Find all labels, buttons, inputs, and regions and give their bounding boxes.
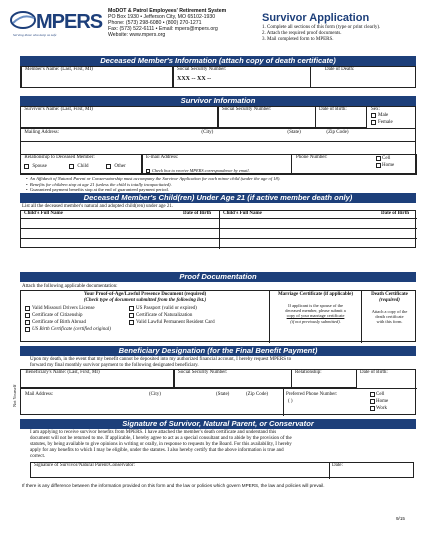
member-ssn-value: XXX -- XX -- (177, 76, 212, 83)
beneficiary-mail-label: Mail Address: (25, 392, 54, 397)
form-revision: 9/15 (396, 516, 405, 521)
death-cert-text: Attach a copy of the death certificate with this form. (371, 309, 408, 325)
phone-label: Phone Number: (296, 155, 328, 160)
doc-label: Valid Missouri Drivers License (32, 305, 95, 311)
note-item: • An Affidavit of Natural Parent or Conservatorship must accompany the Survivor Application for each minor child (under the age of 18). (26, 176, 281, 181)
children-intro: List all the deceased member's natural and adopted child(ren) under age 21. (22, 204, 174, 209)
notes-list (26, 176, 416, 193)
doc-checkbox[interactable] (25, 306, 30, 311)
logo-swoosh-icon (10, 9, 36, 31)
doc-checkbox[interactable] (25, 327, 30, 332)
relationship-label: Relationship to Deceased Member: (24, 155, 95, 160)
deceased-section-bar: Deceased Member's Information (attach copy of death certificate) (20, 56, 416, 66)
beneficiary-ssn-field[interactable] (174, 369, 292, 388)
signature-date-label: Date: (332, 463, 343, 468)
phone-home-label: Home (382, 162, 395, 168)
sex-male-checkbox[interactable] (371, 113, 376, 118)
doc-label: Certificate of Naturalization (136, 312, 193, 318)
beneficiary-mail-field[interactable] (21, 388, 327, 416)
beneficiary-dob-field[interactable] (357, 370, 417, 388)
member-name-label: Member's Name: (Last, First, MI) (25, 67, 93, 73)
marriage-header: Marriage Certificate (if applicable) (277, 292, 354, 297)
org-website: Website: www.mpers.org (108, 32, 166, 39)
beneficiary-work-checkbox[interactable] (370, 406, 375, 411)
signature-section-bar: Signature of Survivor, Natural Parent, or Conservator (20, 419, 416, 429)
instruction-item: 3. Mail completed form to MPERS. (262, 37, 334, 42)
survivor-name-field[interactable] (20, 106, 218, 128)
survivor-ssn-field[interactable] (218, 106, 316, 128)
survivor-section-bar: Survivor Information (20, 96, 416, 106)
beneficiary-section-bar: Beneficiary Designation (for the Final Benefit Payment) (20, 346, 416, 356)
phone-home-checkbox[interactable] (376, 163, 381, 168)
signature-statement: I am applying to receive survivor benefits from MPERS. I have attached the member's death certificate and understand this document will not be returned to me. If applicable, I hereby agree to act as a special consultant and to abide by the provision of the statutes, by being available to give opinions in writing or orally, in response to requests by the Board. For this availability, I hereby apply for any benefits to which I may be eligible, under the statutes. I also hereby certify that the above information is true and correct. (30, 430, 292, 459)
sex-female-label: Female (378, 119, 393, 125)
email-correspondence-checkbox[interactable] (146, 169, 150, 173)
beneficiary-name-field[interactable] (20, 369, 174, 388)
survivor-dob-label: Date of Birth: (319, 107, 347, 113)
survivor-name-label: Survivor's Name: (Last, First, MI) (24, 107, 93, 113)
beneficiary-phone-parens: ( ) (288, 399, 293, 404)
logo (10, 9, 103, 39)
signature-row (30, 462, 414, 478)
doc-label: US Passport (valid or expired) (136, 305, 197, 311)
doc-checkbox[interactable] (25, 320, 30, 325)
beneficiary-state-label: (State) (216, 392, 230, 397)
member-ssn-label: Social Security Number: (177, 67, 227, 73)
note-item: • Benefits for children stop at age 21 (unless the child is totally incapacitated). (26, 181, 172, 187)
beneficiary-work-label: Work (376, 405, 387, 411)
signature-field[interactable] (31, 463, 330, 479)
proof-table (20, 290, 416, 342)
beneficiary-relationship-label: Relationship: (295, 370, 322, 376)
survivor-block (20, 106, 416, 174)
doc-checkbox[interactable] (25, 313, 30, 318)
beneficiary-cell-label: Cell (376, 391, 385, 397)
logo-tagline: Serving those who keep us safe (13, 33, 57, 37)
relationship-other-checkbox[interactable] (106, 164, 111, 169)
doc-checkbox[interactable] (129, 320, 134, 325)
survivor-sex-field (367, 107, 417, 129)
doc-label: Certificate of Citizenship (32, 312, 83, 318)
marriage-text: If applicant is the spouse of the deceased member, please submit a copy of your marriage certificate (if not previously submitted). (285, 303, 346, 324)
signature-label: Signature of Survivor/Natural Parent/Conservator: (34, 463, 135, 468)
death-cert-required: (required) (379, 298, 400, 303)
doc-label: Certificate of Birth Abroad (32, 319, 87, 325)
child-row-input[interactable] (22, 219, 218, 228)
beneficiary-cell-checkbox[interactable] (370, 392, 375, 397)
relationship-spouse-label: Spouse (32, 164, 47, 169)
member-dod-field[interactable] (313, 67, 354, 73)
child-name-header: Child's Full Name (223, 211, 262, 216)
beneficiary-zip-label: (Zip Code) (246, 392, 269, 397)
beneficiary-table (20, 369, 416, 415)
child-dob-header: Date of Birth (183, 211, 212, 216)
child-row-input[interactable] (220, 239, 416, 248)
beneficiary-dob-label: Date of Birth: (360, 370, 388, 375)
survivor-mailing-field[interactable] (20, 128, 416, 142)
org-phone: Phone: (573) 298-6080 • (800) 270-1271 (108, 20, 202, 27)
sex-male-label: Male (378, 112, 389, 118)
survivor-ssn-label: Social Security Number: (222, 107, 272, 113)
survivor-dob-field[interactable] (315, 106, 367, 128)
instructions (262, 25, 380, 43)
doc-label: Valid Lawful Permanent Resident Card (136, 319, 215, 325)
relationship-child-label: Child (77, 164, 89, 169)
child-row-input[interactable] (220, 219, 416, 228)
children-table (20, 210, 416, 248)
beneficiary-text: Upon my death, in the event that my benefit cannot be deposited into my authorized financial account, I hereby request MPERS to forward my final monthly survivor payment to the following designated beneficiary. (30, 357, 292, 368)
mailing-label: Mailing Address: (24, 130, 59, 135)
beneficiary-phone-field[interactable] (283, 388, 417, 416)
zip-label: (Zip Code) (326, 130, 349, 135)
child-dob-header: Date of Birth (381, 211, 410, 216)
form-title: Survivor Application (262, 12, 370, 24)
beneficiary-home-label: Home (376, 398, 389, 404)
email-label: E-mail Address: (146, 155, 179, 160)
state-label: (State) (287, 130, 301, 135)
org-address: PO Box 1930 • Jefferson City, MO 65102-1930 (108, 14, 216, 21)
beneficiary-home-checkbox[interactable] (370, 399, 375, 404)
child-name-header: Child's Full Name (24, 211, 63, 216)
logo-name: MPERS (36, 11, 103, 33)
child-row-input[interactable] (22, 229, 218, 238)
beneficiary-side-label: Not Yourself (12, 384, 17, 407)
phone-cell-checkbox[interactable] (376, 156, 381, 161)
beneficiary-name-label: Beneficiary's Name: (Last, First, MI) (25, 370, 100, 376)
instruction-item: 2. Attach the required proof documents. (262, 31, 342, 36)
proof-age-subheader: (Check type of document submitted from the following list.) (83, 298, 207, 303)
sex-label: Sex: (371, 107, 380, 112)
city-label: (City) (201, 130, 214, 135)
proof-intro: Attach the following applicable documentation: (22, 284, 118, 289)
proof-age-header: Your Proof-of-Age/Lawful Presence Document (required) (83, 292, 207, 297)
note-item: • Guaranteed payment benefits stop at the end of guaranteed payment period. (26, 187, 169, 193)
beneficiary-relationship-field[interactable] (291, 369, 357, 388)
relationship-spouse-checkbox[interactable] (24, 164, 29, 169)
member-name-field[interactable] (21, 66, 173, 88)
child-row-input[interactable] (220, 229, 416, 238)
member-dod-label: Date of Death: (325, 67, 355, 72)
doc-checkbox[interactable] (129, 313, 134, 318)
org-name: MoDOT & Patrol Employees' Retirement System (108, 8, 227, 14)
footer-note: If there is any difference between the information provided on this form and the law or policies which govern MPERS, the law and policies will prevail. (22, 483, 325, 488)
beneficiary-ssn-label: Social Security Number: (178, 370, 228, 376)
phone-cell-label: Cell (382, 155, 391, 161)
relationship-child-checkbox[interactable] (69, 164, 74, 169)
proof-section-bar: Proof Documentation (20, 272, 416, 282)
death-cert-header: Death Certificate (371, 292, 408, 297)
signature-date-field[interactable] (329, 463, 415, 479)
deceased-row (20, 66, 416, 88)
doc-label: US Birth Certificate (certified original) (32, 326, 111, 332)
email-correspondence-label: Check box to receive MPERS correspondence by email. (152, 168, 250, 173)
beneficiary-city-label: (City) (149, 392, 161, 397)
instruction-item: 1. Complete all sections of this form (type or print clearly). (262, 25, 381, 30)
beneficiary-phone-label: Preferred Phone Number: (286, 392, 338, 397)
email-field[interactable] (142, 154, 292, 175)
sex-female-checkbox[interactable] (371, 120, 376, 125)
org-contact (108, 8, 226, 38)
relationship-field (20, 154, 142, 175)
child-row-input[interactable] (22, 239, 218, 248)
org-fax-email: Fax: (573) 522-6111 • Email: mpers@mpers.org (108, 26, 218, 33)
survivor-phone-field[interactable] (291, 154, 417, 175)
children-section-bar: Deceased Member's Child(ren) Under Age 21 (if active member death only) (20, 193, 416, 203)
relationship-other-label: Other (114, 164, 126, 169)
doc-checkbox[interactable] (129, 306, 134, 311)
member-ssn-field[interactable] (173, 66, 311, 88)
